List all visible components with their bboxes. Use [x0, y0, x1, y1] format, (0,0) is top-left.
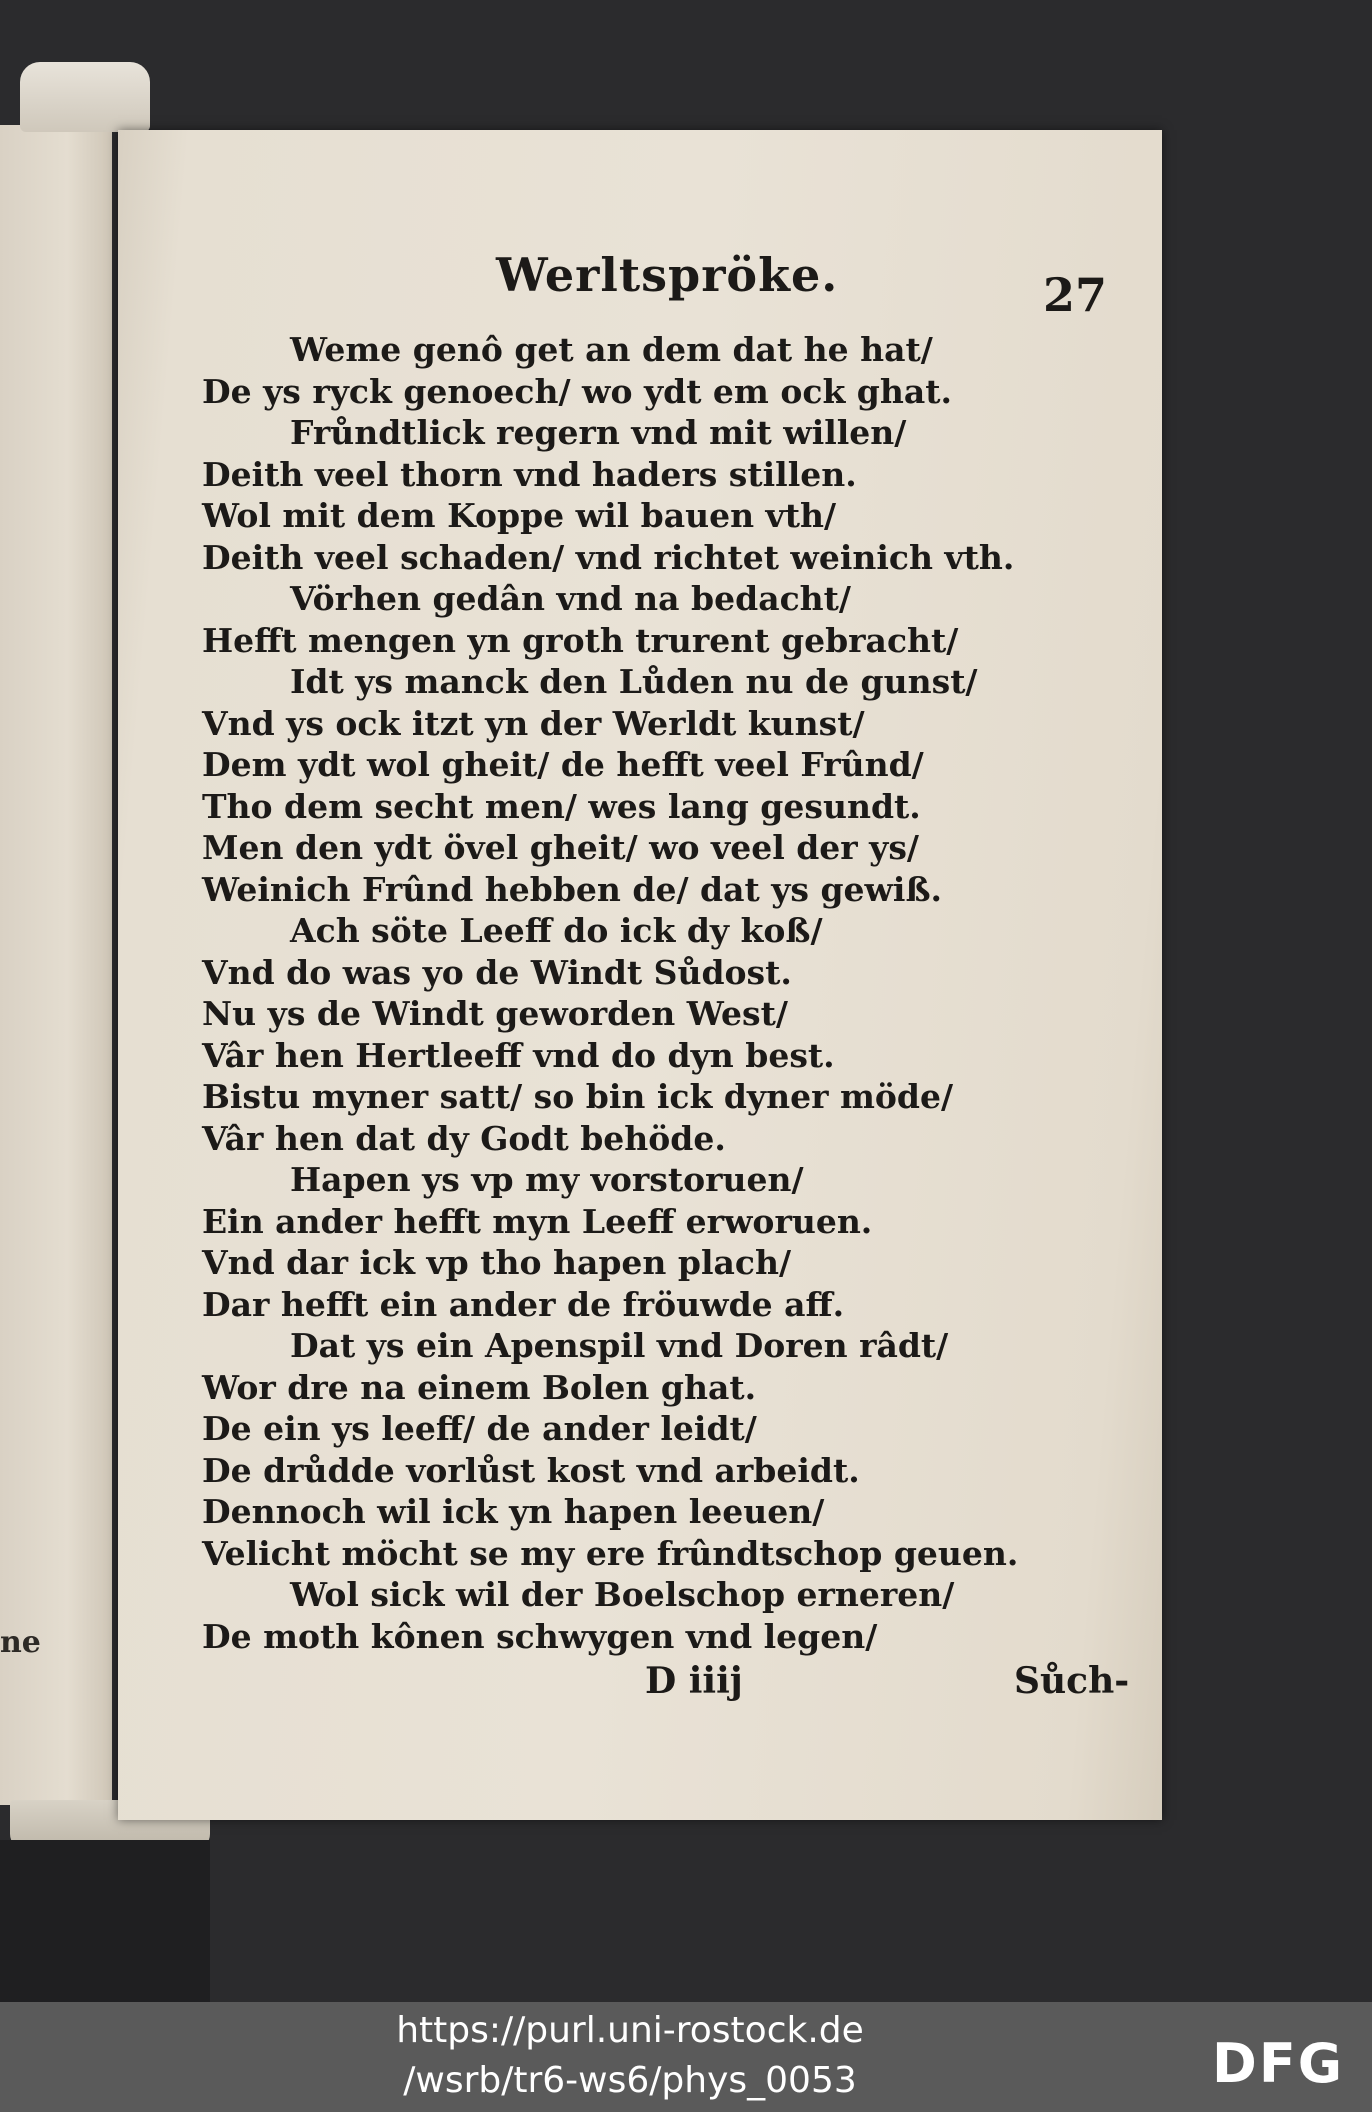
- verse-line: Vnd ys ock itzt yn der Werldt kunst/: [202, 703, 865, 743]
- book-cover-edge: [0, 1840, 210, 2002]
- permalink-line-1[interactable]: https://purl.uni-rostock.de: [396, 2010, 864, 2051]
- verse-line: Vnd dar ick vp tho hapen plach/: [202, 1243, 792, 1282]
- page-number: 27: [1043, 268, 1108, 322]
- verse-line: De ys ryck genoech/ wo ydt em ock ghat.: [202, 371, 952, 411]
- verse-line: Hapen ys vp my vorstoruen/: [290, 1160, 804, 1199]
- verse-line: Vâr hen Hertleeff vnd do dyn best.: [202, 1035, 835, 1075]
- verse-line: Nu ys de Windt geworden West/: [202, 994, 788, 1033]
- book-spine-top: [20, 62, 150, 132]
- running-head: Werltspröke.: [496, 248, 839, 302]
- verse-line: Vâr hen dat dy Godt behöde.: [202, 1118, 726, 1158]
- verse-line: Frůndtlick regern vnd mit willen/: [290, 413, 907, 452]
- verse-line: Ein ander hefft myn Leeff erworuen.: [202, 1201, 873, 1241]
- verse-text-block: [202, 330, 1102, 1658]
- left-page-text-fragment: ne: [0, 1625, 41, 1660]
- dfg-logo: DFG: [1212, 2032, 1345, 2095]
- verse-line: Wol mit dem Koppe wil bauen vth/: [202, 496, 837, 535]
- verse-line: De drůdde vorlůst kost vnd arbeidt.: [202, 1450, 860, 1490]
- verse-line: Dat ys ein Apenspil vnd Doren râdt/: [290, 1326, 949, 1365]
- verse-line: Deith veel schaden/ vnd richtet weinich vth.: [202, 537, 1015, 577]
- verse-line: De moth kônen schwygen vnd legen/: [202, 1616, 878, 1656]
- verse-line: Bistu myner satt/ so bin ick dyner möde/: [202, 1077, 953, 1116]
- book-page: [118, 130, 1162, 1820]
- verse-line: Men den ydt övel gheit/ wo veel der ys/: [202, 828, 919, 867]
- catchword: Sůch-: [1014, 1660, 1130, 1702]
- verse-line: Dar hefft ein ander de fröuwde aff.: [202, 1284, 845, 1324]
- verse-line: Weme genô get an dem dat he hat/: [290, 330, 933, 369]
- signature-mark: D iiij: [645, 1660, 743, 1702]
- left-page-edge: [0, 125, 112, 1805]
- verse-line: Wol sick wil der Boelschop erneren/: [290, 1575, 955, 1614]
- verse-line: De ein ys leeff/ de ander leidt/: [202, 1409, 757, 1448]
- verse-line: Dennoch wil ick yn hapen leeuen/: [202, 1492, 825, 1531]
- verse-line: Vnd do was yo de Windt Sůdost.: [202, 952, 792, 992]
- verse-line: Weinich Frûnd hebben de/ dat ys gewiß.: [202, 869, 943, 909]
- verse-line: Vörhen gedân vnd na bedacht/: [290, 579, 851, 618]
- verse-line: Wor dre na einem Bolen ghat.: [202, 1367, 757, 1407]
- verse-line: Ach söte Leeff do ick dy koß/: [290, 911, 823, 950]
- verse-line: Tho dem secht men/ wes lang gesundt.: [202, 786, 921, 826]
- verse-line: Deith veel thorn vnd haders stillen.: [202, 454, 857, 494]
- verse-line: Velicht möcht se my ere frûndtschop geuen.: [202, 1533, 1019, 1573]
- viewer-footer: [0, 2002, 1372, 2112]
- permalink-line-2[interactable]: /wsrb/tr6-ws6/phys_0053: [403, 2060, 857, 2101]
- verse-line: Hefft mengen yn groth trurent gebracht/: [202, 620, 959, 660]
- verse-line: Dem ydt wol gheit/ de hefft veel Frûnd/: [202, 745, 924, 784]
- verse-line: Idt ys manck den Lůden nu de gunst/: [290, 662, 978, 701]
